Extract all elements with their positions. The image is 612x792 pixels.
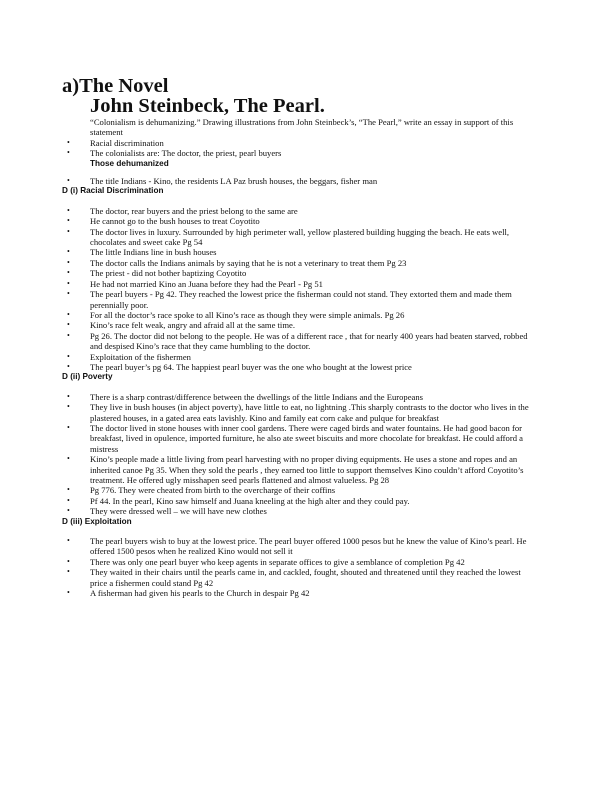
list-item: • The little Indians line in bush houses: [67, 247, 217, 258]
bullet-icon: •: [67, 309, 70, 319]
exploitation-list: [0, 536, 612, 598]
bullet-icon: •: [67, 454, 70, 464]
bullet-icon: •: [67, 588, 70, 598]
list-item: • The doctor lived in stone houses with inner cool gardens. There were caged birds and water fountains. He had good bacon for breakfast, lived in opulence, imported furniture, he also ate sweet biscuits and more chocolate for breakfast. He could afford a mistress: [67, 422, 523, 454]
list-item: • The pearl buyer’s pg 64. The happiest pearl buyer was the one who bought at the lowest price: [67, 361, 412, 372]
list-item: • The colonialists are: The doctor, the priest, pearl buyers: [67, 148, 282, 159]
bullet-icon: •: [67, 257, 70, 267]
list-item: • They were dressed well – we will have new clothes: [67, 506, 267, 517]
list-item: • There was only one pearl buyer who keep agents in separate offices to give a semblance of completion Pg 42: [67, 556, 465, 567]
list-item: • He had not married Kino an Juana before they had the Pearl - Pg 51: [67, 278, 323, 289]
list-item: • Pg 776. They were cheated from birth to the overcharge of their coffins: [67, 485, 336, 496]
bullet-icon: •: [67, 278, 70, 288]
section-heading: D (i) Racial Discrimination: [62, 186, 164, 196]
list-item: • Exploitation of the fishermen: [67, 351, 191, 362]
those-dehumanized-heading: Those dehumanized: [90, 158, 169, 168]
list-item: • Pg 26. The doctor did not belong to the people. He was of a different race , that for nearly 400 years had beaten starved, robbed and despised Kino’s race that they came humbling to the doctor.: [67, 330, 528, 352]
list-item: • They live in bush houses (in abject poverty), have little to eat, no lightning .This sharply contrasts to the doctor who lives in the plastered houses, in a gated area eats lavishly. Kino and family eat corn cake and pulque for breakfast: [67, 402, 529, 423]
dehumanized-list: [0, 176, 612, 186]
bullet-icon: •: [67, 361, 70, 371]
bullet-icon: •: [67, 205, 70, 215]
bullet-icon: •: [67, 556, 70, 566]
bullet-icon: •: [67, 402, 70, 412]
document-title: a)The Novel: [62, 75, 169, 97]
section-heading: D (ii) Poverty: [62, 372, 113, 382]
racial-discrimination-list: [0, 206, 612, 373]
bullet-icon: •: [67, 567, 70, 577]
list-item: • The doctor lives in luxury. Surrounded by high perimeter wall, yellow plastered building hugging the beach. He eats well, chocolates and sweet cake Pg 54: [67, 226, 509, 248]
document-subtitle: John Steinbeck, The Pearl.: [90, 95, 325, 117]
section-heading: D (iii) Exploitation: [62, 516, 132, 526]
bullet-icon: •: [67, 330, 70, 340]
bullet-icon: •: [67, 495, 70, 505]
bullet-icon: •: [67, 137, 70, 147]
document-body: [0, 117, 612, 598]
list-item: • There is a sharp contrast/difference between the dwellings of the little Indians and the Europeans: [67, 391, 423, 402]
bullet-icon: •: [67, 506, 70, 516]
list-item: • The doctor, rear buyers and the priest belong to the same are: [67, 205, 298, 216]
bullet-icon: •: [67, 289, 70, 299]
list-item: • He cannot go to the bush houses to treat Coyotito: [67, 216, 260, 227]
bullet-icon: •: [67, 391, 70, 401]
bullet-icon: •: [67, 268, 70, 278]
list-item: • They waited in their chairs until the pearls came in, and cackled, fought, shouted and threatened until they reached the lowest price a fishermen could stand Pg 42: [67, 567, 521, 588]
intro-list: [0, 138, 612, 159]
bullet-icon: •: [67, 247, 70, 257]
list-item: • A fisherman had given his pearls to the Church in despair Pg 42: [67, 588, 310, 599]
bullet-icon: •: [67, 226, 70, 236]
list-item: • Kino’s race felt weak, angry and afraid all at the same time.: [67, 320, 295, 331]
bullet-icon: •: [67, 320, 70, 330]
list-item: • For all the doctor’s race spoke to all Kino’s race as though they were simple animals. Pg 26: [67, 309, 405, 320]
list-item: • The priest - did not bother baptizing Coyotito: [67, 268, 247, 279]
list-item: • The doctor calls the Indians animals by saying that he is not a veterinary to treat them Pg 23: [67, 257, 407, 268]
bullet-icon: •: [67, 485, 70, 495]
list-item: • Kino’s people made a little living from pearl harvesting with no proper diving equipments. He uses a stone and ropes and an inherited canoe Pg 35. When they sold the pearls , they earned too little to support themselves Kino couldn’t afford Coyotito’s treatment. He offered ugly misshapen seed pearls flattened and almost valueless. Pg 28: [67, 454, 524, 485]
list-item: • The pearl buyers wish to buy at the lowest price. The pearl buyer offered 1000 pesos but he knew the value of Kino’s pearl. He offered 1500 pesos when he realized Kino would not sell it: [67, 536, 527, 557]
list-item: • The title Indians - Kino, the residents LA Paz brush houses, the beggars, fisher man: [67, 176, 378, 187]
bullet-icon: •: [67, 422, 70, 432]
bullet-icon: •: [67, 216, 70, 226]
poverty-list: [0, 392, 612, 517]
bullet-icon: •: [67, 536, 70, 546]
list-item: • Pf 44. In the pearl, Kino saw himself and Juana kneeling at the high alter and they could pay.: [67, 495, 410, 506]
bullet-icon: •: [67, 351, 70, 361]
bullet-icon: •: [67, 148, 70, 158]
bullet-icon: •: [67, 176, 70, 186]
list-item: • The pearl buyers - Pg 42. They reached the lowest price the fisherman could not stand. They extorted them and made them perennially poor.: [67, 289, 512, 310]
essay-question: “Colonialism is dehumanizing.” Drawing illustrations from John Steinbeck’s, “The Pearl,” write an essay in support of this statement: [90, 117, 514, 138]
list-item: • Racial discrimination: [67, 137, 164, 148]
